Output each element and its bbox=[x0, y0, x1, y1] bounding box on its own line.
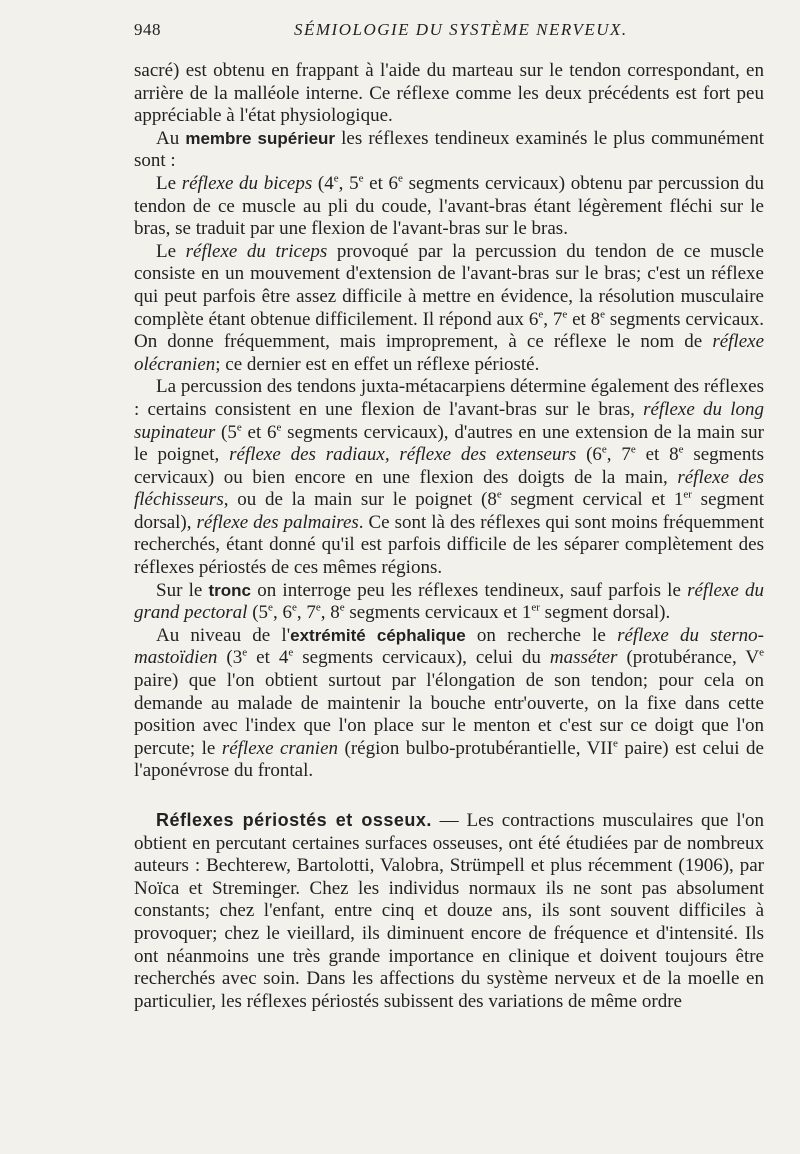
text-run: (6 bbox=[576, 444, 602, 466]
italic-term: réflexe des fléchisseurs bbox=[134, 466, 764, 511]
text-run: on recherche le bbox=[465, 624, 618, 646]
italic-term: réflexe cranien bbox=[221, 737, 339, 759]
italic-term: réflexe olécranien bbox=[134, 331, 764, 375]
paragraph-continuation bbox=[134, 60, 764, 128]
ordinal-superscript: er bbox=[531, 601, 540, 614]
text-run: La percussion des tendons juxta-métacarpiens détermine également des réflexes : certains consistent en une flexion de l'avant-bras sur le bras, bbox=[134, 376, 764, 420]
text-run: (région bulbo-protubérantielle, VII bbox=[338, 737, 613, 759]
text-run: les réflexes tendineux examinés le plus communément sont : bbox=[134, 127, 764, 172]
ordinal-superscript: e bbox=[268, 601, 273, 614]
text-run: et 4 bbox=[247, 647, 289, 669]
paragraph-membre-superieur bbox=[134, 128, 764, 173]
italic-term: réflexe des radiaux, réflexe des extenseurs bbox=[229, 444, 577, 466]
text-run: segments cervicaux. On donne fréquemment, mais improprement, à ce réflexe le nom de bbox=[134, 308, 764, 353]
italic-term: masséter bbox=[549, 647, 618, 669]
italic-term: réflexe du biceps bbox=[181, 172, 313, 194]
text-run: segment dorsal). bbox=[539, 602, 671, 624]
ordinal-superscript: er bbox=[683, 488, 692, 501]
paragraph-reflexe-biceps bbox=[134, 173, 764, 241]
italic-term: réflexe du triceps bbox=[185, 240, 328, 262]
ordinal-superscript: e bbox=[333, 172, 339, 185]
text-run: et 6 bbox=[241, 421, 277, 443]
ordinal-superscript: e bbox=[398, 172, 403, 185]
bold-term: membre supérieur bbox=[185, 128, 336, 148]
ordinal-superscript: e bbox=[236, 421, 242, 434]
text-run: (5 bbox=[215, 421, 237, 443]
text-run: segments cervicaux), celui du bbox=[293, 647, 550, 669]
text-run: segments cervicaux), d'autres en une extension de la main sur le poignet, bbox=[134, 421, 764, 466]
ordinal-superscript: e bbox=[358, 172, 364, 185]
paragraph-reflexes-periostes bbox=[134, 809, 764, 1013]
text-run: sacré) est obtenu en frappant à l'aide du marteau sur le tendon correspondant, en arrière de la malléole interne. Ce réflexe comme les deux précédents est fort peu appréciable à l'état physiologique. bbox=[134, 60, 764, 127]
bold-term: extrémité céphalique bbox=[290, 625, 466, 645]
text-run: segments cervicaux et 1 bbox=[344, 602, 532, 624]
ordinal-superscript: e bbox=[759, 647, 764, 660]
text-run: et 8 bbox=[635, 444, 679, 466]
ordinal-superscript: e bbox=[315, 601, 321, 614]
text-run: , 6 bbox=[272, 602, 292, 624]
ordinal-superscript: e bbox=[600, 308, 606, 321]
text-run: ; ce dernier est en effet un réflexe périosté. bbox=[215, 353, 540, 375]
text-run: on interroge peu les réflexes tendineux, sauf parfois le bbox=[251, 579, 688, 601]
text-run: , 7 bbox=[543, 308, 563, 330]
text-run: , 7 bbox=[606, 444, 631, 466]
text-run: Sur le bbox=[156, 579, 209, 601]
text-run: (5 bbox=[247, 602, 269, 624]
text-run: segment cervical et 1 bbox=[501, 489, 684, 511]
running-title: SÉMIOLOGIE DU SYSTÈME NERVEUX. bbox=[294, 20, 628, 39]
running-head bbox=[134, 20, 764, 44]
ordinal-superscript: e bbox=[630, 443, 636, 456]
text-run: Le bbox=[156, 172, 182, 194]
text-run: , 5 bbox=[338, 172, 359, 194]
ordinal-superscript: e bbox=[291, 601, 297, 614]
text-run: (3 bbox=[217, 647, 243, 669]
text-run: , 8 bbox=[320, 602, 340, 624]
paragraph-tendons-juxta-metacarpiens bbox=[134, 376, 764, 579]
text-run: , 7 bbox=[296, 602, 316, 624]
text-run: segment dorsal), bbox=[134, 489, 764, 533]
italic-term: réflexe du sterno-mastoïdien bbox=[134, 624, 764, 669]
text-run: Le bbox=[156, 240, 186, 262]
text-run: provoqué par la percussion du tendon de ce muscle consiste en un mouvement d'extension de l'avant-bras sur le bras; c'est un réflexe qui peut parfois être assez difficile à mettre en évidence, la résolution musculaire complète étant obtenue difficilement. Il répond aux 6 bbox=[134, 240, 764, 330]
paragraph-reflexe-triceps bbox=[134, 241, 764, 377]
ordinal-superscript: e bbox=[496, 488, 502, 501]
text-run: Au bbox=[156, 127, 186, 149]
italic-term: réflexe du grand pectoral bbox=[134, 579, 764, 624]
ordinal-superscript: e bbox=[678, 443, 684, 456]
ordinal-superscript: e bbox=[538, 308, 544, 321]
text-run: (4 bbox=[312, 172, 334, 194]
italic-term: réflexe des palmaires bbox=[196, 511, 359, 533]
ordinal-superscript: e bbox=[601, 443, 607, 456]
text-run: Au niveau de l' bbox=[156, 624, 291, 646]
text-run: segments cervicaux) obtenu par percussion du tendon de ce muscle au pli du coude, l'avant-bras étant légèrement fléchi sur le bras, se traduit par une flexion de l'avant-bras sur le bras. bbox=[134, 172, 764, 240]
text-run: paire) que l'on obtient surtout par l'élongation de son tendon; pour cela on demande au malade de maintenir la bouche entr'ouverte, on la fixe dans cette position avec l'index que l'on place sur le menton et c'est sur ce doigt que l'on percute; le bbox=[134, 670, 764, 759]
text-run: segments cervicaux) ou bien encore en une flexion des doigts de la main, bbox=[134, 444, 765, 488]
text-run: , ou de la main sur le poignet (8 bbox=[223, 489, 497, 511]
ordinal-superscript: e bbox=[276, 421, 282, 434]
ordinal-superscript: e bbox=[612, 737, 618, 750]
body-text bbox=[134, 60, 764, 1013]
paragraph-extremite-cephalique bbox=[134, 625, 764, 783]
text-run: — Les contractions musculaires que l'on obtient en percutant certaines surfaces osseuses, ont été étudiées par de nombreux auteurs : Bechterew, Bartolotti, Valobra, Strümpell et plus récemment (1906), par Noïca et Streminger. Chez les individus normaux ils ne sont pas absolument constants; chez l'enfant, entre cinq et douze ans, ils sont souvent difficiles à provoquer; chez le vieillard, ils diminuent encore de fréquence et d'intensité. Ils ont néanmoins une très grande importance en clinique et doivent toujours être recherchés avec soin. Dans les affections du système nerveux et de la moelle en particulier, les réflexes périostés subissent des variations de même ordre bbox=[134, 810, 764, 1012]
ordinal-superscript: e bbox=[242, 647, 248, 660]
text-run: . Ce sont là des réflexes qui sont moins fréquemment recherchés, étant donné qu'il est parfois difficile de les séparer complètement des réflexes périostés de ces mêmes régions. bbox=[134, 511, 765, 579]
bold-term: tronc bbox=[208, 580, 252, 600]
page-number: 948 bbox=[134, 20, 161, 39]
ordinal-superscript: e bbox=[562, 308, 568, 321]
paragraph-tronc bbox=[134, 580, 764, 625]
text-run: (protubérance, V bbox=[617, 647, 760, 669]
text-run: paire) est celui de l'aponévrose du frontal. bbox=[134, 737, 764, 782]
section-heading: Réflexes périostés et osseux. bbox=[156, 810, 432, 830]
ordinal-superscript: e bbox=[288, 647, 294, 660]
italic-term: réflexe du long supinateur bbox=[134, 398, 764, 443]
text-run: et 6 bbox=[363, 172, 399, 194]
ordinal-superscript: e bbox=[339, 601, 345, 614]
text-run: et 8 bbox=[567, 308, 601, 330]
